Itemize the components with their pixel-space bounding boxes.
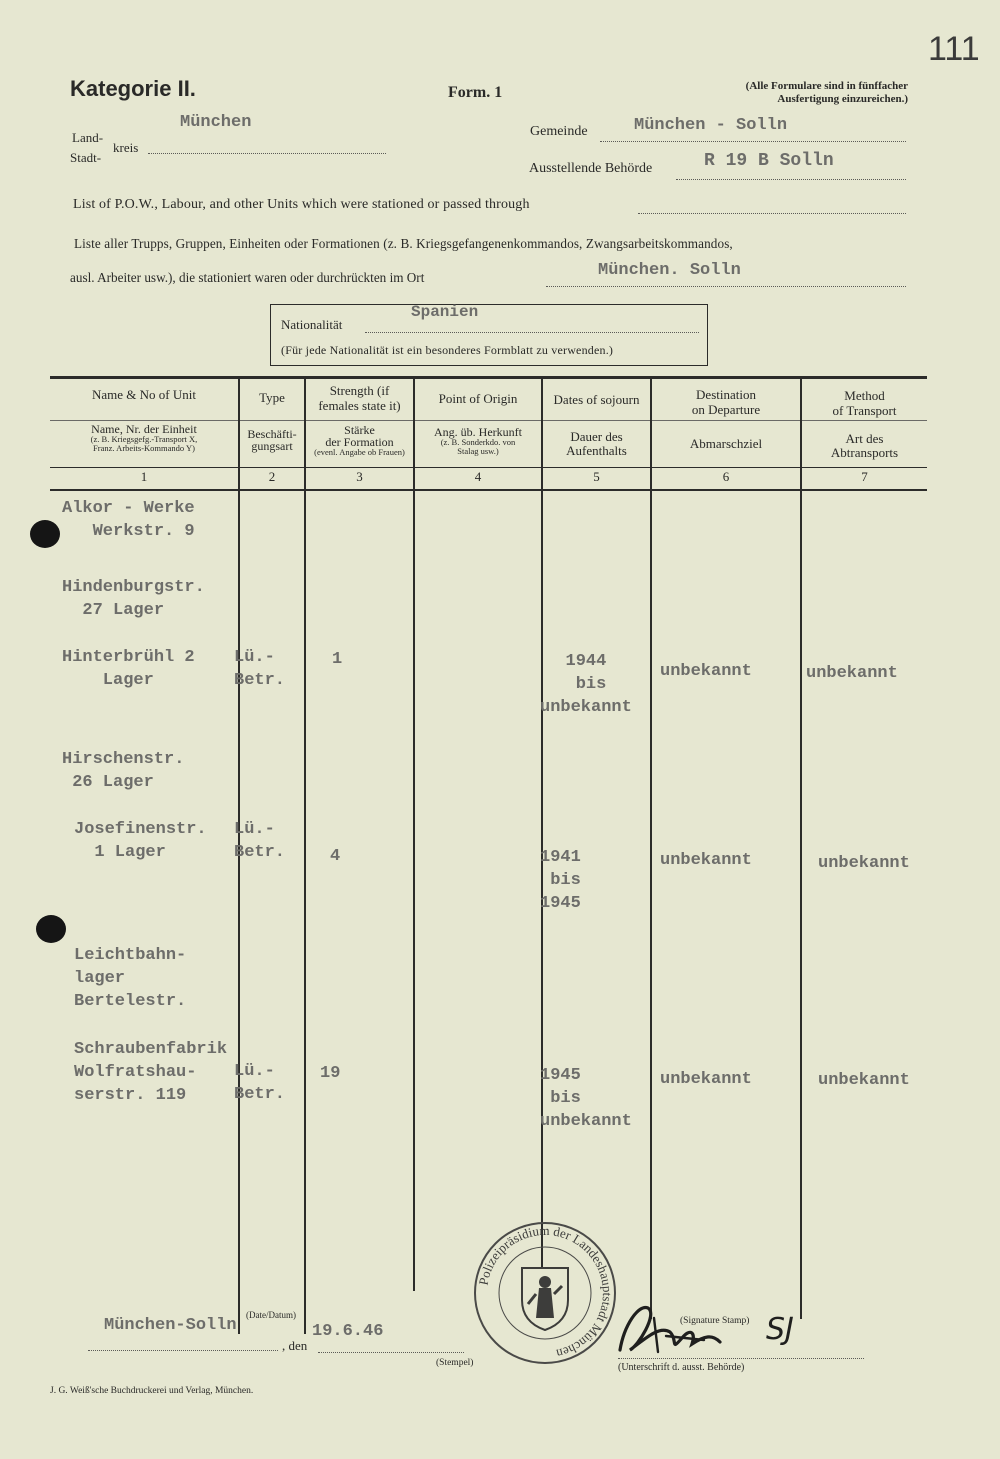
- row7-unit: Schraubenfabrik Wolfratshau- serstr. 119: [74, 1040, 228, 1105]
- col1-header: [50, 387, 238, 402]
- date-value: 19.6.46: [312, 1322, 384, 1341]
- col5-header: [543, 392, 650, 407]
- col-divider-6: [800, 378, 802, 1319]
- col5-de: Dauer des: [570, 429, 623, 444]
- col2-header: [240, 390, 304, 405]
- col2-de2: gungsart: [251, 439, 293, 453]
- col6-header: [652, 387, 800, 417]
- col7-de-header: [802, 432, 927, 460]
- gemeinde-label: Gemeinde: [530, 124, 588, 139]
- row3-transport: unbekannt: [806, 664, 898, 683]
- category-title: Kategorie II.: [70, 76, 196, 101]
- table-colnum-bottom: [50, 489, 927, 491]
- col1-de-small2: Franz. Arbeits-Kommando Y): [93, 443, 195, 453]
- row7-strength: 19: [320, 1064, 341, 1083]
- row3-strength: 1: [332, 650, 343, 669]
- row4-unit: Hirschenstr. 26 Lager: [62, 750, 185, 792]
- col-divider-5: [650, 378, 652, 1319]
- den-label: , den: [282, 1338, 308, 1353]
- munich-coat-of-arms-icon: [522, 1268, 568, 1330]
- col5-de-header: [543, 430, 650, 458]
- gemeinde-value: München - Solln: [634, 116, 788, 135]
- row7-transport: unbekannt: [818, 1071, 910, 1090]
- copies-note: [660, 80, 908, 106]
- place-value: München-Solln: [104, 1316, 237, 1335]
- col5-de2: Aufenthalts: [566, 443, 627, 458]
- row5-strength: 4: [330, 847, 341, 866]
- row3-destination: unbekannt: [660, 662, 752, 681]
- row7-dates: 1945 bis unbekannt: [540, 1066, 632, 1131]
- row2-unit: Hindenburgstr. 27 Lager: [62, 578, 205, 620]
- col3-de: Stärke: [344, 423, 375, 437]
- land-label: Land-: [72, 130, 104, 145]
- col1-de-small1: (z. B. Kriegsgefg.-Transport X,: [90, 434, 198, 444]
- col7-en: Method: [844, 388, 885, 403]
- col2-de-header: [240, 428, 304, 452]
- row7-type: Lü.- Betr.: [234, 1062, 286, 1104]
- col7-number: 7: [861, 469, 868, 484]
- col7-header: [802, 388, 927, 418]
- copies-note-line2: Ausfertigung einzureichen.): [777, 93, 908, 105]
- col3-de-small1: (evenl. Angabe ob Frauen): [314, 447, 405, 457]
- list-german-line2: ausl. Arbeiter usw.), die stationiert waren oder durchrückten im Ort: [70, 270, 425, 285]
- nationality-value: Spanien: [411, 303, 479, 321]
- col6-de: Abmarschziel: [689, 436, 763, 451]
- col5-en: Dates of sojourn: [553, 392, 640, 407]
- behoerde-value: R 19 B Solln: [704, 151, 834, 171]
- police-seal: [470, 1218, 620, 1368]
- col-divider-4: [541, 378, 543, 1269]
- list-english: List of P.O.W., Labour, and other Units which were stationed or passed through: [73, 197, 530, 212]
- behoerde-label: Ausstellende Behörde: [529, 161, 653, 176]
- list-german-line1: Liste aller Trupps, Gruppen, Einheiten oder Formationen (z. B. Kriegsgefangenenkommandos, Zwangsarbeitskommandos,: [74, 236, 733, 251]
- page-number: 111: [928, 30, 980, 68]
- col2-number: 2: [268, 469, 276, 484]
- row5-type: Lü.- Betr.: [234, 820, 286, 862]
- row3-dates: 1944 bis unbekannt: [540, 652, 632, 717]
- signature-label-german: (Unterschrift d. ausst. Behörde): [618, 1362, 745, 1373]
- col3-en2: females state it): [318, 398, 401, 413]
- ort-field-line: [546, 286, 906, 287]
- col4-de-small2: Stalag usw.): [457, 446, 499, 456]
- col4-de-small1: (z. B. Sonderkdo. von: [440, 437, 516, 447]
- list-english-line: [638, 213, 906, 214]
- col3-en: Strength (if: [329, 383, 390, 398]
- col-divider-3: [413, 378, 415, 1291]
- row5-destination: unbekannt: [660, 851, 752, 870]
- col4-en: Point of Origin: [438, 391, 518, 406]
- row3-type: Lü.- Betr.: [234, 648, 286, 690]
- kreis-label: kreis: [113, 140, 139, 155]
- signature-line: [618, 1358, 864, 1359]
- col6-number: 6: [722, 469, 730, 484]
- col7-en2: of Transport: [832, 403, 897, 418]
- table-header-bottom: [50, 467, 927, 468]
- col4-de-header: [415, 426, 541, 456]
- col1-de-header: [50, 423, 238, 453]
- ort-value: München. Solln: [598, 261, 741, 280]
- row5-transport: unbekannt: [818, 854, 910, 873]
- date-line: [318, 1352, 464, 1353]
- table-header-divider: [50, 420, 927, 421]
- col6-en2: on Departure: [691, 402, 761, 417]
- printer-imprint: J. G. Weiß'sche Buchdruckerei und Verlag, München.: [50, 1386, 254, 1396]
- stempel-label: (Stempel): [436, 1358, 474, 1368]
- col2-en: Type: [259, 390, 285, 405]
- punch-hole-top: [30, 520, 60, 548]
- col2-de: Beschäfti-: [247, 427, 297, 441]
- col6-en: Destination: [696, 387, 756, 402]
- col-divider-2: [304, 378, 306, 1334]
- copies-note-line1: (Alle Formulare sind in fünffacher: [745, 80, 908, 92]
- signature-initials: SJ: [766, 1312, 794, 1347]
- row7-destination: unbekannt: [660, 1070, 752, 1089]
- col6-de-header: [652, 438, 800, 450]
- col3-de2: der Formation: [325, 435, 394, 449]
- col4-de: Ang. üb. Herkunft: [434, 425, 522, 439]
- row5-dates: 1941 bis 1945: [540, 848, 581, 913]
- col3-number: 3: [356, 469, 363, 484]
- col7-de: Art des: [845, 431, 884, 446]
- nationality-note: (Für jede Nationalität ist ein besonderes Formblatt zu verwenden.): [281, 343, 614, 357]
- nationality-field-line: [365, 332, 699, 333]
- place-line: [88, 1350, 278, 1351]
- row3-unit: Hinterbrühl 2 Lager: [62, 648, 195, 690]
- col4-number: 4: [474, 469, 482, 484]
- stadt-label: Stadt-: [70, 150, 102, 165]
- table-top-border: [50, 376, 927, 379]
- seal-text: Polizeipräsidium der Landeshauptstadt München: [475, 1222, 616, 1362]
- nationality-box: [270, 304, 708, 366]
- gemeinde-field-line: [600, 141, 906, 142]
- col1-en: Name & No of Unit: [92, 387, 196, 402]
- row5-unit: Josefinenstr. 1 Lager: [74, 820, 207, 862]
- col5-number: 5: [593, 469, 600, 484]
- row6-unit: Leichtbahn- lager Bertelestr.: [74, 946, 187, 1011]
- col4-header: [415, 391, 541, 406]
- col1-number: 1: [140, 469, 148, 484]
- row1-unit: Alkor - Werke Werkstr. 9: [62, 499, 195, 541]
- col7-de2: Abtransports: [830, 445, 899, 460]
- punch-hole-bottom: [36, 915, 66, 943]
- kreis-value: München: [180, 113, 252, 132]
- col3-header: [306, 383, 413, 413]
- kreis-field-line: [148, 153, 386, 154]
- nationality-label: Nationalität: [281, 317, 343, 332]
- col1-de: Name, Nr. der Einheit: [91, 422, 197, 436]
- form-number: Form. 1: [448, 84, 503, 101]
- signature-stamp-label: (Signature Stamp): [680, 1316, 750, 1326]
- behoerde-field-line: [676, 179, 906, 180]
- date-label: (Date/Datum): [246, 1310, 296, 1320]
- col3-de-header: [306, 424, 413, 457]
